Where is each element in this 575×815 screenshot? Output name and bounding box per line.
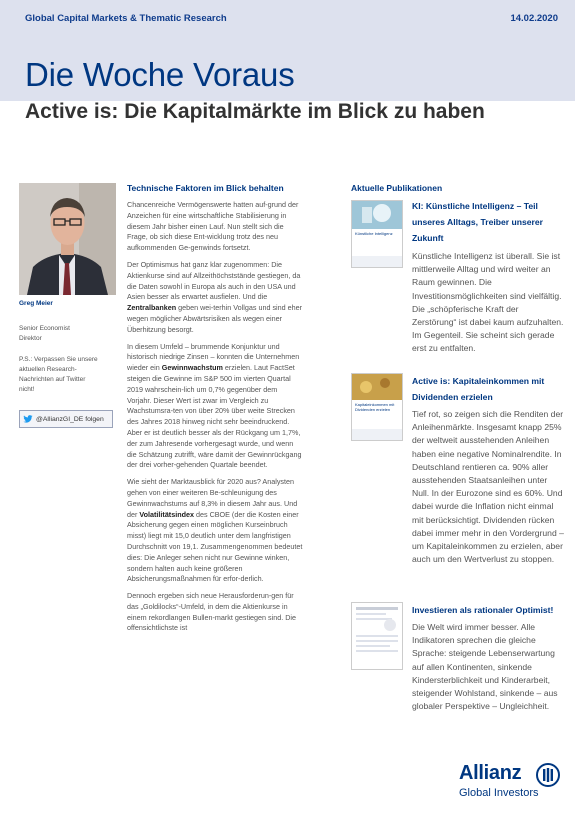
paragraph-text: In diesem Umfeld – brummende Konjunktur und historisch niedrige Zinsen – konnten die Unternehmen wieder ein <box>127 341 300 373</box>
publications-heading: Aktuelle Publikationen <box>351 183 443 193</box>
publication-summary-dividenden: Tief rot, so zeigen sich die Renditen der Anleihenmärkte. Insgesamt knapp 25% der weltweit ausstehenden Anleihen haben eine negative Nominalrendite. In Deutschland rentieren ca. 90% aller ausstehenden Staatsanleihen unter Null. In der Eurozone sind es 60%. Und dabei wurde die Inflation nicht einmal mit berücksichtigt. Dividenden rücken dabei immer mehr in den Vordergrund – um Kapitaleinkommen zu erzielen, aber auch um den Wertverlust zu stoppen. <box>412 409 564 565</box>
publication-title-line: Dividenden erzielen <box>412 392 493 402</box>
thumbnail-title: Kapitaleinkommen mit Dividenden erzielen <box>355 402 395 412</box>
logo-subtitle: Global Investors <box>459 787 539 799</box>
allianz-logo <box>459 762 539 799</box>
article-paragraph: Dennoch ergeben sich neue Herausforderun-gen für das „Goldilocks“-Umfeld, in dem die Aktienkurse in einem rekordlangen Bullen-markt gestiegen sind. Die offensichtlichste ist <box>127 591 296 633</box>
logo-wordmark: Allianz <box>459 762 522 784</box>
paragraph-text: geben wei-terhin Vollgas und sind eher wegen möglicher Abwärtsrisiken als wegen einer Überhitzung besorgt. <box>127 303 303 334</box>
publication-title-dividenden[interactable] <box>412 373 575 405</box>
main-article <box>127 183 303 640</box>
publication-title-optimist[interactable]: Investieren als rationaler Optimist! <box>412 605 554 615</box>
twitter-bird-icon <box>23 414 33 424</box>
allianz-eagle-icon <box>536 763 560 787</box>
publication-summary-optimist: Die Welt wird immer besser. Alle Indikatoren sprechen die gleiche Sprache: steigende Lebenserwartung auf allen Kontinenten, sinkende Kindersterblichkeit und Kinderarbeit, steigender Wohlstand, sinkende – aus globaler Perspektive – Ungleichheit. <box>412 622 558 712</box>
article-paragraph <box>127 477 303 585</box>
page-title: Die Woche Voraus <box>25 56 295 93</box>
twitter-note-line: Nachrichten auf Twitter <box>19 376 86 383</box>
publication-summary-ki: Künstliche Intelligenz ist überall. Sie ist mittlerweile Alltag und wird weiter an Raum gewinnen. Die Investitionsmöglichkeiten sind vielfältig. Die „schöpferische Kraft der Zerstörung“ ist dabei kaum aufzuhalten. Im Gegenteil. Sie scheint sich gerade erst zu entfalten. <box>412 251 564 354</box>
paragraph-text: Der Optimismus hat ganz klar zugenommen: Die Aktienkurse sind auf Allzeithöchststände gestiegen, da die Daten sowohl in Europa als auch in den USA und Asien besser als erwartet ausfielen. Und die <box>127 259 301 302</box>
author-role <box>19 324 70 344</box>
keyword-volatilitaetsindex: Volatilitätsindex <box>139 509 194 519</box>
publication-title-line: KI: Künstliche Intelligenz – Teil <box>412 201 538 211</box>
page-subtitle: Active is: Die Kapitalmärkte im Blick zu haben <box>25 100 485 123</box>
article-heading: Technische Faktoren im Blick behalten <box>127 183 284 193</box>
author-role-rank: Direktor <box>19 335 42 342</box>
paragraph-text: erzielen. Laut FactSet steigen die Gewinne im S&P 500 im vierten Quartal 2019 wahrschein-lich um 0,7% gegenüber dem Vorjahr. Dieser Wert ist zwar im Vergleich zu Wachstumsra-ten von über 20% über weite Strecken des Jahres 2018 hinweg nicht sehr beeindruckend. Aber er ist deutlich besser als der Rückgang um 1,7%, der zum Jahresende vorhergesagt wurde, und wenn die Schätzung zutrifft, wäre damit der Gewinnrückgang der drei vorher-gehenden Quartale beendet. <box>127 363 302 470</box>
publication-title-line: unseres Alltags, Treiber unserer <box>412 217 544 227</box>
twitter-note-line: nicht! <box>19 386 35 393</box>
twitter-note-line: aktuellen Research- <box>19 366 77 373</box>
paragraph-text: des CBOE (der die Kosten einer Absicherung gegen einen möglichen Kurseinbruch misst) liegt mit 15,0 deutlich unter dem langfristigen Durchschnitt von 19,1. Zusammengenommen bedeutet dies: Die Anleger sehen nicht nur Gewinne winken, sondern halten auch keine größeren Absicherungsmaßnahmen für erfor-derlich. <box>127 509 303 584</box>
article-paragraph: Chancenreiche Vermögenswerte hatten auf-grund der Anzeichen für eine wirtschaftliche Stabilisierung in diesem Jahr bisher einen Lauf. Nun stellt sich die Frage, ob sich diese Ent-wicklung trotz des neu aufkommenden Ge-genwinds fortsetzt. <box>127 200 299 253</box>
twitter-note-line: P.S.: Verpassen Sie unsere <box>19 356 98 363</box>
publication-thumbnail-ki[interactable] <box>351 200 403 268</box>
twitter-note <box>19 355 114 395</box>
publication-thumbnail-dividenden[interactable] <box>351 373 403 441</box>
publication-date: 14.02.2020 <box>510 13 558 24</box>
keyword-gewinnwachstum: Gewinnwachstum <box>161 363 223 373</box>
publication-title-ki[interactable] <box>412 198 575 246</box>
publication-thumbnail-optimist[interactable] <box>351 602 403 670</box>
article-paragraph <box>127 342 303 472</box>
publication-title-line: Zukunft <box>412 233 444 243</box>
department-label: Global Capital Markets & Thematic Research <box>25 13 227 24</box>
paragraph-text: Wie sieht der Marktausblick für 2020 aus? Analysten gehen von einer weiteren Be-schleunigung des Gewinnwachstums auf 8,3% in diesem Jahr aus. Und der <box>127 477 298 519</box>
publication-title-line: Active is: Kapitaleinkommen mit <box>412 376 545 386</box>
article-paragraph <box>127 260 303 336</box>
twitter-follow-button[interactable] <box>19 410 113 428</box>
author-name: Greg Meier <box>19 300 53 307</box>
author-role-title: Senior Economist <box>19 325 70 332</box>
twitter-follow-label: @AllianzGI_DE folgen <box>36 415 104 423</box>
author-photo <box>19 183 116 295</box>
keyword-zentralbanken: Zentralbanken <box>127 303 177 313</box>
thumbnail-title: Künstliche Intelligenz <box>355 231 393 236</box>
